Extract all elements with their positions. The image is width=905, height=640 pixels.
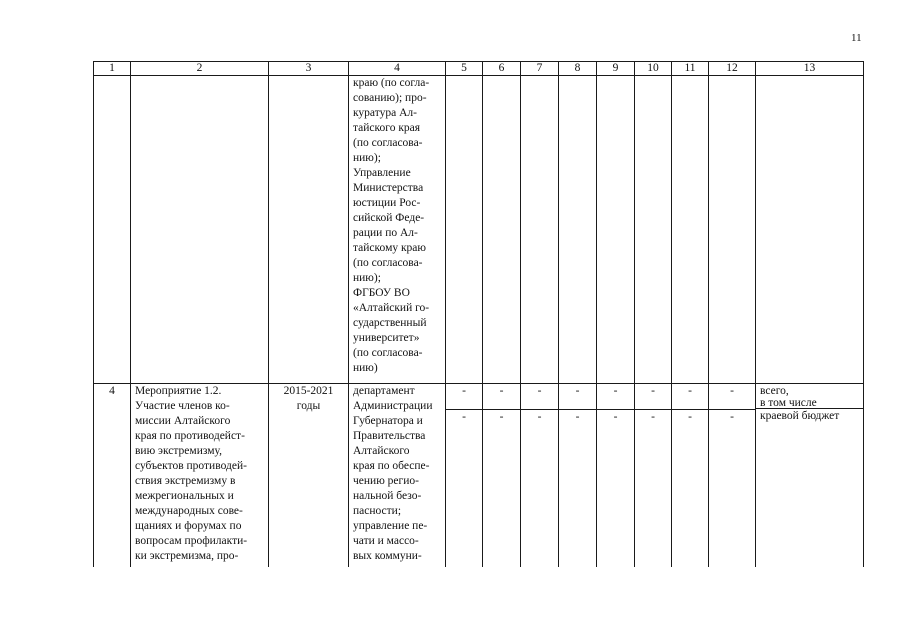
table-cell [483, 76, 521, 384]
funding-cell [446, 384, 483, 567]
column-header: 7 [521, 62, 559, 76]
column-header: 4 [349, 62, 446, 76]
funding-regional-value: - [730, 411, 734, 423]
measure-name-cell: Мероприятие 1.2. Участие членов ко- миссии Алтайского края по противодейст- вию экстремизму, субъектов противодей- ствия экстремизму в межрегиональных и международных сове- щаниях и форумах по вопросам профилакти- ки экстремизма, про- [131, 384, 269, 567]
funding-total-value: - [521, 384, 558, 410]
funding-cell [521, 384, 559, 567]
funding-cell [635, 384, 672, 567]
table-row-4 [94, 384, 864, 567]
column-header: 11 [672, 62, 709, 76]
table-cell [446, 76, 483, 384]
column-header: 13 [756, 62, 864, 76]
funding-cell [709, 384, 756, 567]
table-cell [94, 76, 131, 384]
funding-total-value: - [483, 384, 520, 410]
table-cell [709, 76, 756, 384]
funding-regional-value: - [688, 411, 692, 423]
funding-regional-value: - [575, 411, 580, 423]
column-header: 2 [131, 62, 269, 76]
table-cell [559, 76, 597, 384]
funding-cell [559, 384, 597, 567]
funding-regional-value: - [499, 411, 504, 423]
funding-regional-value: - [462, 411, 466, 423]
funding-cell [483, 384, 521, 567]
funding-total-value: - [446, 384, 482, 410]
funding-total-value: - [635, 384, 671, 410]
table-cell [635, 76, 672, 384]
responsible-cell: департамент Администрации Губернатора и Правительства Алтайского края по обеспе- чению регио- нальной безо- пасности; управление пе- чати и массо- вых коммуни- [349, 384, 446, 567]
funding-cell [597, 384, 635, 567]
column-number-row [94, 62, 864, 76]
table-cell [597, 76, 635, 384]
funding-regional-value: - [613, 411, 618, 423]
funding-total-value: - [672, 384, 708, 410]
period-cell: 2015-2021 годы [269, 384, 349, 567]
table-cell [521, 76, 559, 384]
source-regional-label: краевой бюджет [760, 410, 840, 422]
source-total-label: всего, в том числе [756, 384, 863, 409]
column-header: 12 [709, 62, 756, 76]
funding-regional-value: - [651, 411, 655, 423]
column-header: 3 [269, 62, 349, 76]
responsible-cell-continued: краю (по согла- сованию); про- куратура Ал- тайского края (по согласова- нию); Управление Министерства юстиции Рос- сийской Феде- рации по Ал- тайскому краю (по согласова- нию); ФГБОУ ВО «Алтайский го- сударственный университет» (по согласова- нию) [349, 76, 446, 384]
funding-regional-value: - [537, 411, 542, 423]
funding-total-value: - [559, 384, 596, 410]
column-header: 8 [559, 62, 597, 76]
funding-total-value: - [709, 384, 755, 410]
continuation-row [94, 76, 864, 384]
funding-source-cell [756, 384, 864, 567]
column-header: 5 [446, 62, 483, 76]
row-number-cell: 4 [94, 384, 131, 567]
column-header: 6 [483, 62, 521, 76]
table-cell [131, 76, 269, 384]
column-header: 9 [597, 62, 635, 76]
program-table [93, 61, 864, 567]
table-cell [269, 76, 349, 384]
column-header: 1 [94, 62, 131, 76]
column-header: 10 [635, 62, 672, 76]
page-number: 11 [851, 32, 862, 44]
funding-total-value: - [597, 384, 634, 410]
table-cell [672, 76, 709, 384]
table-cell [756, 76, 864, 384]
funding-cell [672, 384, 709, 567]
